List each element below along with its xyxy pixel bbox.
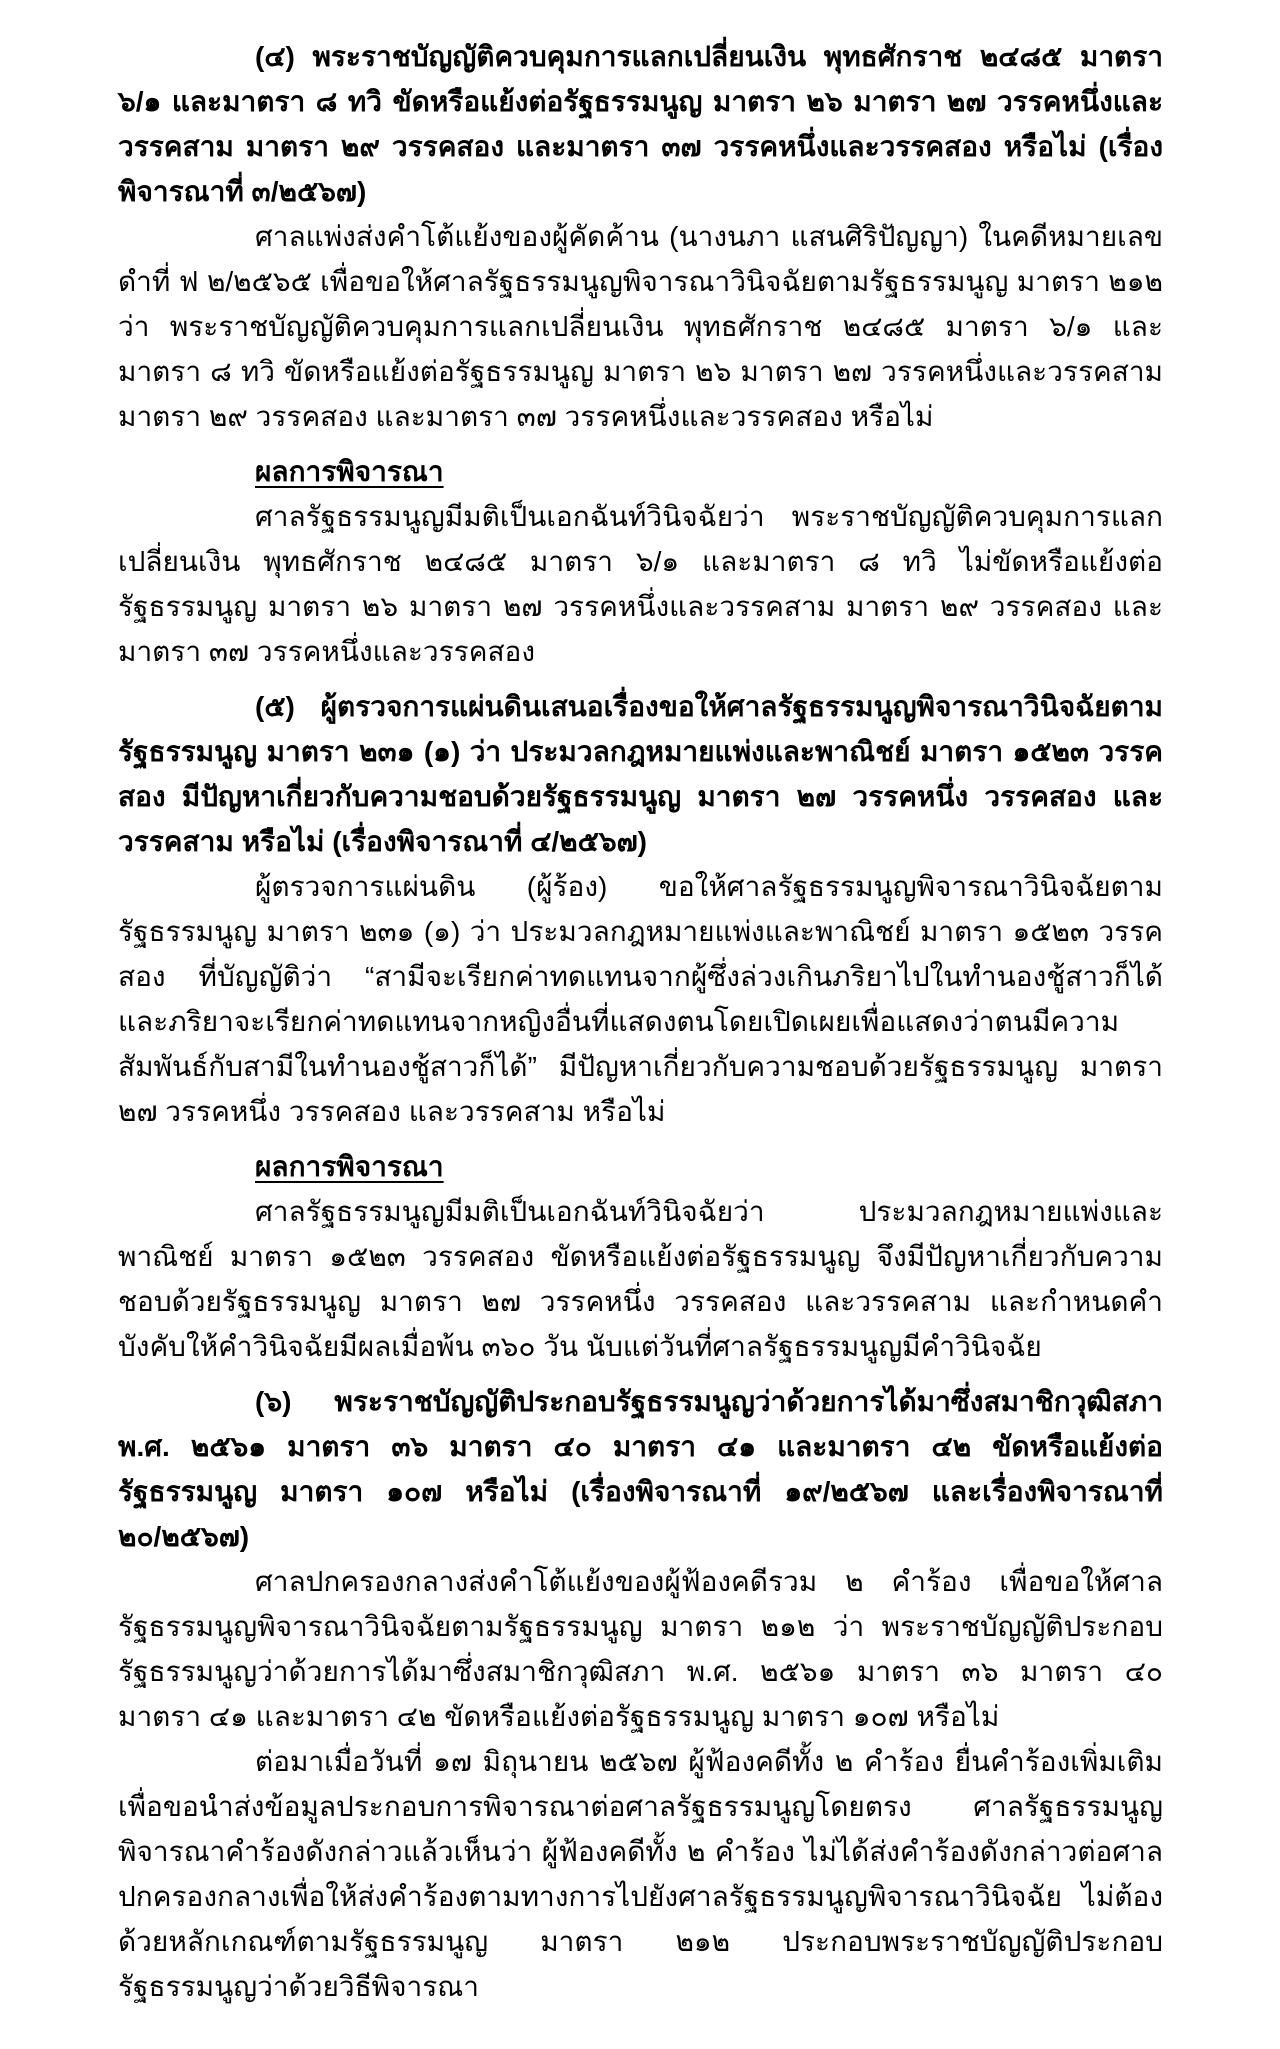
result-heading-2-text: ผลการพิจารณา — [255, 1151, 444, 1182]
section-4-title: (๔) พระราชบัญญัติควบคุมการแลกเปลี่ยนเงิน พุทธศักราช ๒๔๘๕ มาตรา ๖/๑ และมาตรา ๘ ทวิ ขัดหรือแย้งต่อรัฐธรรมนูญ มาตรา ๒๖ มาตรา ๒๗ วรรคหนึ่งและวรรคสาม มาตรา ๒๙ วรรคสอง และมาตรา ๓๗ วรรคหนึ่งและวรรคสอง หรือไม่ (เรื่องพิจารณาที่ ๓/๒๕๖๗) — [118, 41, 1163, 207]
section-5-title: (๕) ผู้ตรวจการแผ่นดินเสนอเรื่องขอให้ศาลรัฐธรรมนูญพิจารณาวินิจฉัยตามรัฐธรรมนูญ มาตรา ๒๓๑ (๑) ว่า ประมวลกฎหมายแพ่งและพาณิชย์ มาตรา ๑๕๒๓ วรรคสอง มีปัญหาเกี่ยวกับความชอบด้วยรัฐธรรมนูญ มาตรา ๒๗ วรรคหนึ่ง วรรคสอง และวรรคสาม หรือไม่ (เรื่องพิจารณาที่ ๔/๒๕๖๗) — [118, 691, 1163, 857]
section-6-body-paragraph-2: ต่อมาเมื่อวันที่ ๑๗ มิถุนายน ๒๕๖๗ ผู้ฟ้องคดีทั้ง ๒ คำร้อง ยื่นคำร้องเพิ่มเติมเพื่อขอนำส่งข้อมูลประกอบการพิจารณาต่อศาลรัฐธรรมนูญโดยตรง ศาลรัฐธรรมนูญพิจารณาคำร้องดังกล่าวแล้วเห็นว่า ผู้ฟ้องคดีทั้ง ๒ คำร้อง ไม่ได้ส่งคำร้องดังกล่าวต่อศาลปกครองกลางเพื่อให้ส่งคำร้องตามทางการไปยังศาลรัฐธรรมนูญพิจารณาวินิจฉัย ไม่ต้องด้วยหลักเกณฑ์ตามรัฐธรรมนูญ มาตรา ๒๑๒ ประกอบพระราชบัญญัติประกอบรัฐธรรมนูญว่าด้วยวิธีพิจารณา — [118, 1746, 1163, 2002]
result-heading-1 — [118, 449, 1163, 494]
section-6-title: (๖) พระราชบัญญัติประกอบรัฐธรรมนูญว่าด้วยการได้มาซึ่งสมาชิกวุฒิสภา พ.ศ. ๒๕๖๑ มาตรา ๓๖ มาตรา ๔๐ มาตรา ๔๑ และมาตรา ๔๒ ขัดหรือแย้งต่อรัฐธรรมนูญ มาตรา ๑๐๗ หรือไม่ (เรื่องพิจารณาที่ ๑๙/๒๕๖๗ และเรื่องพิจารณาที่ ๒๐/๒๕๖๗) — [118, 1386, 1163, 1552]
section-4-result-paragraph: ศาลรัฐธรรมนูญมีมติเป็นเอกฉันท์วินิจฉัยว่า พระราชบัญญัติควบคุมการแลกเปลี่ยนเงิน พุทธศักราช ๒๔๘๕ มาตรา ๖/๑ และมาตรา ๘ ทวิ ไม่ขัดหรือแย้งต่อรัฐธรรมนูญ มาตรา ๒๖ มาตรา ๒๗ วรรคหนึ่งและวรรคสาม มาตรา ๒๙ วรรคสอง และมาตรา ๓๗ วรรคหนึ่งและวรรคสอง — [118, 501, 1163, 667]
section-5-result-paragraph: ศาลรัฐธรรมนูญมีมติเป็นเอกฉันท์วินิจฉัยว่า ประมวลกฎหมายแพ่งและพาณิชย์ มาตรา ๑๕๒๓ วรรคสอง ขัดหรือแย้งต่อรัฐธรรมนูญ จึงมีปัญหาเกี่ยวกับความชอบด้วยรัฐธรรมนูญ มาตรา ๒๗ วรรคหนึ่ง วรรคสอง และวรรคสาม และกำหนดคำบังคับให้คำวินิจฉัยมีผลเมื่อพ้น ๓๖๐ วัน นับแต่วันที่ศาลรัฐธรรมนูญมีคำวินิจฉัย — [118, 1196, 1163, 1362]
section-5-body-paragraph: ผู้ตรวจการแผ่นดิน (ผู้ร้อง) ขอให้ศาลรัฐธรรมนูญพิจารณาวินิจฉัยตามรัฐธรรมนูญ มาตรา ๒๓๑ (๑) ว่า ประมวลกฎหมายแพ่งและพาณิชย์ มาตรา ๑๕๒๓ วรรคสอง ที่บัญญัติว่า “สามีจะเรียกค่าทดแทนจากผู้ซึ่งล่วงเกินภริยาไปในทำนองชู้สาวก็ได้ และภริยาจะเรียกค่าทดแทนจากหญิงอื่นที่แสดงตนโดยเปิดเผยเพื่อแสดงว่าตนมีความสัมพันธ์กับสามีในทำนองชู้สาวก็ได้” มีปัญหาเกี่ยวกับความชอบด้วยรัฐธรรมนูญ มาตรา ๒๗ วรรคหนึ่ง วรรคสอง และวรรคสาม หรือไม่ — [118, 871, 1163, 1127]
section-4-body-paragraph: ศาลแพ่งส่งคำโต้แย้งของผู้คัดค้าน (นางนภา แสนศิริปัญญา) ในคดีหมายเลขดำที่ ฟ ๒/๒๕๖๕ เพื่อขอให้ศาลรัฐธรรมนูญพิจารณาวินิจฉัยตามรัฐธรรมนูญ มาตรา ๒๑๒ ว่า พระราชบัญญัติควบคุมการแลกเปลี่ยนเงิน พุทธศักราช ๒๔๘๕ มาตรา ๖/๑ และมาตรา ๘ ทวิ ขัดหรือแย้งต่อรัฐธรรมนูญ มาตรา ๒๖ มาตรา ๒๗ วรรคหนึ่งและวรรคสาม มาตรา ๒๙ วรรคสอง และมาตรา ๓๗ วรรคหนึ่งและวรรคสอง หรือไม่ — [118, 221, 1163, 432]
result-heading-2 — [118, 1144, 1163, 1189]
section-6-body-paragraph-1: ศาลปกครองกลางส่งคำโต้แย้งของผู้ฟ้องคดีรวม ๒ คำร้อง เพื่อขอให้ศาลรัฐธรรมนูญพิจารณาวินิจฉัยตามรัฐธรรมนูญ มาตรา ๒๑๒ ว่า พระราชบัญญัติประกอบรัฐธรรมนูญว่าด้วยการได้มาซึ่งสมาชิกวุฒิสภา พ.ศ. ๒๕๖๑ มาตรา ๓๖ มาตรา ๔๐ มาตรา ๔๑ และมาตรา ๔๒ ขัดหรือแย้งต่อรัฐธรรมนูญ มาตรา ๑๐๗ หรือไม่ — [118, 1566, 1163, 1732]
result-heading-1-text: ผลการพิจารณา — [255, 456, 444, 487]
